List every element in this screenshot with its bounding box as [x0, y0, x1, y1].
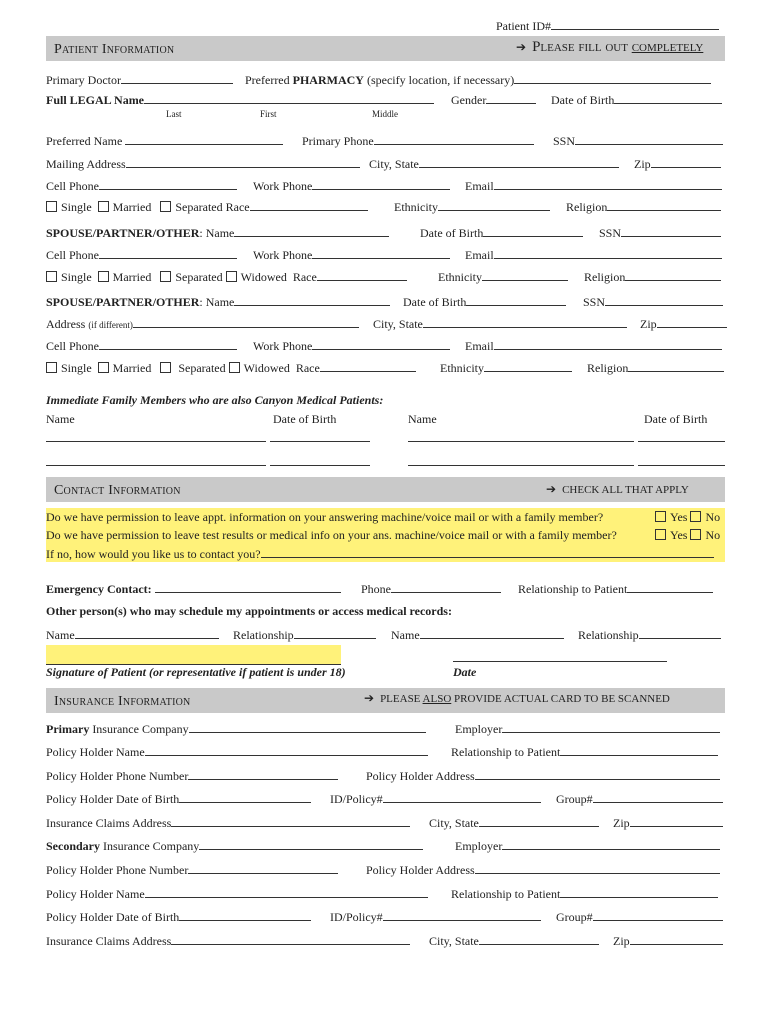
- spouse1-work-field[interactable]: [312, 247, 450, 259]
- first-label: First: [260, 109, 277, 119]
- spouse1-work-row: Work Phone: [253, 247, 450, 262]
- primary-holder-relationship-field[interactable]: [560, 744, 718, 756]
- arrow-icon: ➔: [546, 482, 557, 496]
- section-bar-insurance: [46, 688, 725, 713]
- date-field[interactable]: [453, 650, 667, 662]
- family-name-header-1: Name: [46, 412, 75, 426]
- secondary-policy-field[interactable]: [383, 909, 541, 921]
- family-dob-field[interactable]: [638, 430, 725, 442]
- secondary-holder-dob-row: Policy Holder Date of Birth: [46, 909, 311, 924]
- secondary-holder-name-field[interactable]: [145, 886, 428, 898]
- other-relationship-row: Relationship: [578, 627, 721, 642]
- spouse1-race-field[interactable]: [317, 269, 407, 281]
- family-dob-field[interactable]: [270, 454, 370, 466]
- date-label: Date: [453, 665, 477, 679]
- gender-field[interactable]: [486, 92, 536, 104]
- primary-holder-address-field[interactable]: [475, 768, 720, 780]
- family-heading: Immediate Family Members who are also Canyon Medical Patients:: [46, 393, 384, 407]
- secondary-claims-address-row: Insurance Claims Address: [46, 933, 410, 948]
- work-phone-row: Work Phone: [253, 178, 450, 193]
- primary-doctor-row: Primary Doctor: [46, 72, 233, 87]
- family-name-field[interactable]: [408, 454, 634, 466]
- mailing-address-field[interactable]: [126, 156, 360, 168]
- primary-holder-phone-row: Policy Holder Phone Number: [46, 768, 338, 783]
- other-name-field[interactable]: [420, 627, 564, 639]
- primary-claims-address-field[interactable]: [171, 815, 410, 827]
- full-name-row: Full LEGAL Name: [46, 92, 434, 107]
- gender-row: Gender: [451, 92, 536, 107]
- section-title-contact: Contact Information: [54, 483, 181, 498]
- primary-holder-dob-row: Policy Holder Date of Birth: [46, 791, 311, 806]
- secondary-claims-address-field[interactable]: [171, 933, 410, 945]
- arrow-icon: ➔: [516, 40, 527, 54]
- primary-policy-field[interactable]: [383, 791, 541, 803]
- section-title-insurance: Insurance Information: [54, 694, 191, 709]
- secondary-holder-name-row: Policy Holder Name: [46, 886, 428, 901]
- primary-group-field[interactable]: [593, 791, 723, 803]
- q3-field[interactable]: [261, 546, 714, 558]
- signature-label: Signature of Patient (or representative if patient is under 18): [46, 665, 346, 679]
- emergency-contact-field[interactable]: [155, 581, 341, 593]
- mailing-address-row: Mailing Address: [46, 156, 360, 171]
- family-dob-header-2: Date of Birth: [644, 412, 708, 426]
- spouse1-status-row: Single Married Separated Widowed Race: [46, 269, 407, 284]
- ssn-row: SSN: [553, 133, 723, 148]
- signature-field[interactable]: [46, 645, 341, 665]
- primary-claims-zip-row: Zip: [613, 815, 723, 830]
- city-state-field[interactable]: [419, 156, 619, 168]
- other-relationship-field[interactable]: [294, 627, 376, 639]
- spouse2-cell-field[interactable]: [99, 338, 237, 350]
- section-note-contact: ➔ CHECK ALL THAT APPLY: [546, 482, 689, 496]
- spouse2-zip-row: Zip: [640, 316, 727, 331]
- secondary-claims-city-row: City, State: [429, 933, 599, 948]
- secondary-holder-relationship-row: Relationship to Patient: [451, 886, 718, 901]
- spouse2-religion-field[interactable]: [628, 360, 724, 372]
- emergency-contact-row: Emergency Contact:: [46, 581, 341, 596]
- pharmacy-row: Preferred PHARMACY (specify location, if necessary): [245, 72, 711, 87]
- ethnicity-field[interactable]: [438, 199, 550, 211]
- secondary-holder-address-row: Policy Holder Address: [366, 862, 720, 877]
- zip-row: Zip: [634, 156, 721, 171]
- primary-claims-city-field[interactable]: [479, 815, 599, 827]
- primary-holder-dob-field[interactable]: [179, 791, 311, 803]
- primary-employer-row: Employer: [455, 721, 720, 736]
- spouse2-address-row: Address (if different): [46, 316, 359, 332]
- spouse1-cell-field[interactable]: [99, 247, 237, 259]
- patient-id-label: Patient ID#: [496, 18, 719, 33]
- family-name-header-2: Name: [408, 412, 437, 426]
- q1-options: Yes No: [655, 510, 720, 524]
- spouse1-ethnicity-row: Ethnicity: [438, 269, 568, 284]
- family-name-field[interactable]: [46, 454, 266, 466]
- other-relationship-row: Relationship: [233, 627, 376, 642]
- section-title-patient: Patient Information: [54, 42, 175, 57]
- secondary-employer-field[interactable]: [502, 838, 720, 850]
- primary-claims-address-row: Insurance Claims Address: [46, 815, 410, 830]
- spouse2-ethnicity-row: Ethnicity: [440, 360, 572, 375]
- primary-holder-address-row: Policy Holder Address: [366, 768, 720, 783]
- secondary-group-field[interactable]: [593, 909, 723, 921]
- middle-label: Middle: [372, 109, 398, 119]
- secondary-claims-zip-row: Zip: [613, 933, 723, 948]
- primary-claims-zip-field[interactable]: [630, 815, 723, 827]
- q2-text: Do we have permission to leave test results or medical info on your ans. machine/voice mail or with a family member?: [46, 528, 617, 542]
- spouse1-ethnicity-field[interactable]: [482, 269, 568, 281]
- other-name-row: Name: [46, 627, 219, 642]
- cell-phone-row: Cell Phone: [46, 178, 237, 193]
- spouse2-name-row: SPOUSE/PARTNER/OTHER: Name: [46, 294, 390, 309]
- spouse2-address-field[interactable]: [133, 316, 359, 328]
- patient-id-field[interactable]: [551, 18, 719, 30]
- city-state-row: City, State: [369, 156, 619, 171]
- separated-checkbox[interactable]: [160, 201, 171, 212]
- secondary-claims-city-field[interactable]: [479, 933, 599, 945]
- section-note-insurance: ➔ PLEASE ALSO PROVIDE ACTUAL CARD TO BE SCANNED: [364, 691, 670, 705]
- other-relationship-field[interactable]: [639, 627, 721, 639]
- secondary-holder-phone-field[interactable]: [188, 862, 338, 874]
- spouse1-cell-row: Cell Phone: [46, 247, 237, 262]
- family-dob-field[interactable]: [270, 430, 370, 442]
- spouse2-city-row: City, State: [373, 316, 627, 331]
- spouse2-city-field[interactable]: [423, 316, 627, 328]
- secondary-holder-phone-row: Policy Holder Phone Number: [46, 862, 338, 877]
- primary-insurance-field[interactable]: [189, 721, 426, 733]
- spouse2-cell-row: Cell Phone: [46, 338, 237, 353]
- spouse2-single-checkbox[interactable]: [46, 362, 57, 373]
- arrow-icon: ➔: [364, 691, 375, 705]
- spouse1-religion-field[interactable]: [625, 269, 721, 281]
- spouse2-ssn-field[interactable]: [605, 294, 723, 306]
- primary-policy-row: ID/Policy#: [330, 791, 541, 806]
- spouse1-married-checkbox[interactable]: [98, 271, 109, 282]
- primary-doctor-field[interactable]: [121, 72, 233, 84]
- secondary-claims-zip-field[interactable]: [630, 933, 723, 945]
- spouse1-widowed-checkbox[interactable]: [226, 271, 237, 282]
- primary-insurance-row: Primary Insurance Company: [46, 721, 426, 736]
- status-row: Single Married Separated Race: [46, 199, 368, 214]
- spouse2-dob-field[interactable]: [466, 294, 566, 306]
- ssn-field[interactable]: [575, 133, 723, 145]
- primary-employer-field[interactable]: [502, 721, 720, 733]
- primary-phone-row: Primary Phone: [302, 133, 534, 148]
- spouse2-work-field[interactable]: [312, 338, 450, 350]
- last-label: Last: [166, 109, 182, 119]
- race-field[interactable]: [250, 199, 368, 211]
- q1-no-checkbox[interactable]: [690, 511, 701, 522]
- work-phone-field[interactable]: [312, 178, 450, 190]
- spouse1-religion-row: Religion: [584, 269, 721, 284]
- section-note-patient: ➔ Please fill out completely: [516, 39, 704, 55]
- secondary-holder-dob-field[interactable]: [179, 909, 311, 921]
- primary-holder-relationship-row: Relationship to Patient: [451, 744, 718, 759]
- zip-field[interactable]: [651, 156, 721, 168]
- spouse2-separated-checkbox[interactable]: [160, 362, 171, 373]
- religion-field[interactable]: [607, 199, 721, 211]
- spouse2-zip-field[interactable]: [657, 316, 727, 328]
- preferred-name-row: Preferred Name: [46, 133, 283, 148]
- email-row: Email: [465, 178, 722, 193]
- spouse1-dob-row: Date of Birth: [420, 225, 583, 240]
- spouse1-name-row: SPOUSE/PARTNER/OTHER: Name: [46, 225, 389, 240]
- other-persons-heading: Other person(s) who may schedule my appointments or access medical records:: [46, 604, 452, 618]
- q1-yes-checkbox[interactable]: [655, 511, 666, 522]
- q3-row: If no, how would you like us to contact you?: [46, 546, 714, 561]
- email-field[interactable]: [494, 178, 722, 190]
- family-dob-field[interactable]: [638, 454, 725, 466]
- emergency-relationship-field[interactable]: [627, 581, 713, 593]
- spouse1-email-field[interactable]: [494, 247, 722, 259]
- spouse1-separated-checkbox[interactable]: [160, 271, 171, 282]
- q2-yes-checkbox[interactable]: [655, 529, 666, 540]
- primary-phone-field[interactable]: [374, 133, 534, 145]
- section-bar-contact: [46, 477, 725, 502]
- full-name-field[interactable]: [144, 92, 434, 104]
- primary-holder-phone-field[interactable]: [188, 768, 338, 780]
- spouse1-name-field[interactable]: [234, 225, 389, 237]
- spouse2-married-checkbox[interactable]: [98, 362, 109, 373]
- spouse2-work-row: Work Phone: [253, 338, 450, 353]
- emergency-phone-row: Phone: [361, 581, 501, 596]
- q1-text: Do we have permission to leave appt. information on your answering machine/voice mail or with a family member?: [46, 510, 604, 524]
- family-name-field[interactable]: [408, 430, 634, 442]
- secondary-group-row: Group#: [556, 909, 723, 924]
- primary-holder-name-field[interactable]: [145, 744, 428, 756]
- secondary-holder-address-field[interactable]: [475, 862, 720, 874]
- spouse2-ssn-row: SSN: [583, 294, 723, 309]
- preferred-name-field[interactable]: [125, 133, 283, 145]
- spouse2-email-row: Email: [465, 338, 722, 353]
- dob-field[interactable]: [614, 92, 722, 104]
- section-bar-patient: [46, 36, 725, 61]
- spouse2-dob-row: Date of Birth: [403, 294, 566, 309]
- secondary-employer-row: Employer: [455, 838, 720, 853]
- spouse2-ethnicity-field[interactable]: [484, 360, 572, 372]
- spouse2-religion-row: Religion: [587, 360, 724, 375]
- spouse1-dob-field[interactable]: [483, 225, 583, 237]
- primary-group-row: Group#: [556, 791, 723, 806]
- other-name-field[interactable]: [75, 627, 219, 639]
- emergency-relationship-row: Relationship to Patient: [518, 581, 713, 596]
- primary-holder-name-row: Policy Holder Name: [46, 744, 428, 759]
- primary-claims-city-row: City, State: [429, 815, 599, 830]
- q2-options: Yes No: [655, 528, 720, 542]
- religion-row: Religion: [566, 199, 721, 214]
- spouse2-widowed-checkbox[interactable]: [229, 362, 240, 373]
- other-name-row: Name: [391, 627, 564, 642]
- pharmacy-field[interactable]: [514, 72, 711, 84]
- spouse1-email-row: Email: [465, 247, 722, 262]
- spouse2-race-field[interactable]: [320, 360, 416, 372]
- ethnicity-row: Ethnicity: [394, 199, 550, 214]
- secondary-policy-row: ID/Policy#: [330, 909, 541, 924]
- spouse2-status-row: Single Married Separated Widowed Race: [46, 360, 416, 375]
- spouse1-ssn-field[interactable]: [621, 225, 721, 237]
- family-name-field[interactable]: [46, 430, 266, 442]
- spouse1-single-checkbox[interactable]: [46, 271, 57, 282]
- cell-phone-field[interactable]: [99, 178, 237, 190]
- secondary-insurance-field[interactable]: [199, 838, 423, 850]
- dob-row: Date of Birth: [551, 92, 722, 107]
- spouse2-name-field[interactable]: [234, 294, 390, 306]
- secondary-holder-relationship-field[interactable]: [560, 886, 718, 898]
- emergency-phone-field[interactable]: [391, 581, 501, 593]
- spouse1-ssn-row: SSN: [599, 225, 721, 240]
- married-checkbox[interactable]: [98, 201, 109, 212]
- secondary-insurance-row: Secondary Insurance Company: [46, 838, 423, 853]
- spouse2-email-field[interactable]: [494, 338, 722, 350]
- single-checkbox[interactable]: [46, 201, 57, 212]
- family-dob-header-1: Date of Birth: [273, 412, 337, 426]
- q2-no-checkbox[interactable]: [690, 529, 701, 540]
